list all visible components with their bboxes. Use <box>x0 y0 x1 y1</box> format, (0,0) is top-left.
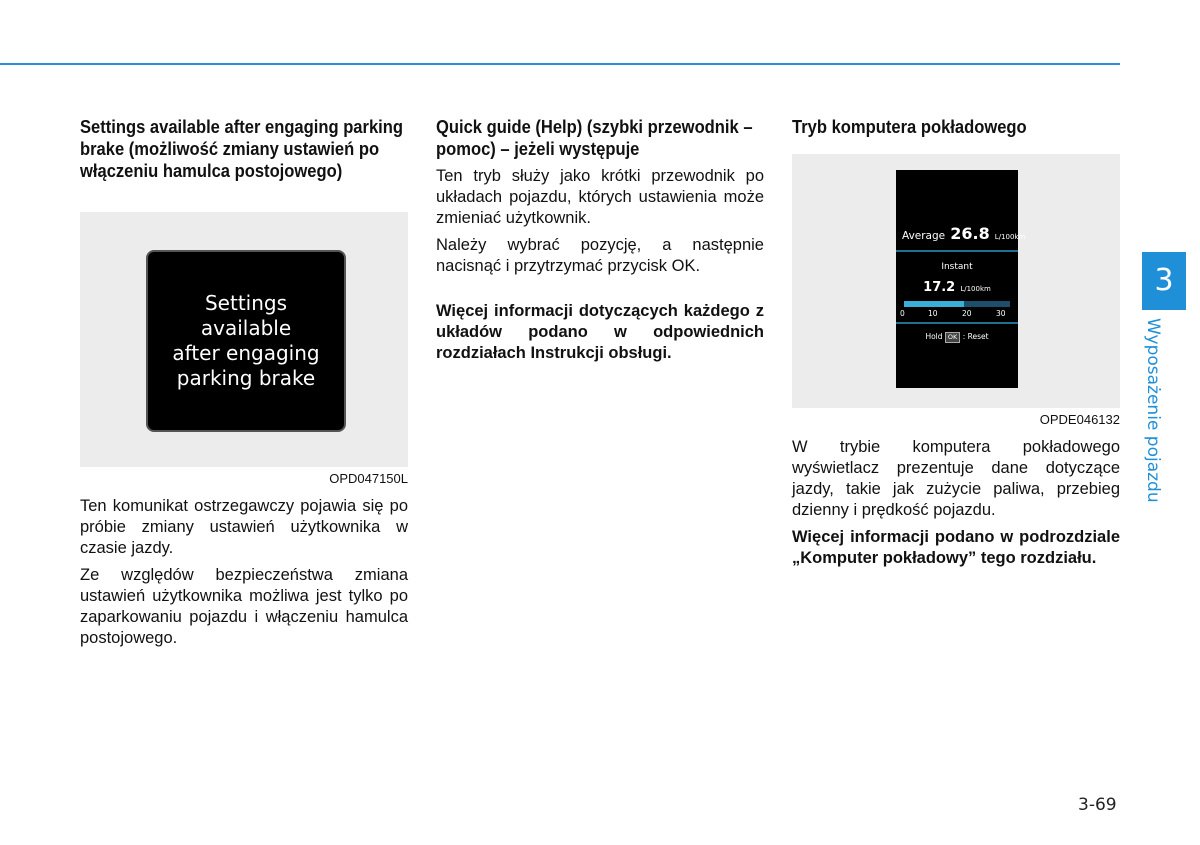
consumption-bar <box>904 301 1010 307</box>
chapter-tab: 3 <box>1142 252 1186 310</box>
instant-readout <box>896 276 1018 295</box>
section-title: Quick guide (Help) (szybki przewodnik – pomoc) – jeżeli występuje <box>436 117 753 159</box>
bar-scale <box>900 309 1014 319</box>
instant-value: 17.2 <box>923 280 956 295</box>
cluster-display <box>146 250 346 432</box>
page-number: 3-69 <box>1078 795 1117 815</box>
average-label: Average <box>902 230 946 242</box>
chapter-label: Wyposażenie pojazdu <box>1143 318 1163 503</box>
average-unit: L/100km <box>994 233 1026 241</box>
ok-key: OK <box>945 332 960 343</box>
scale-tick: 20 <box>962 309 972 318</box>
scale-tick: 0 <box>900 309 905 318</box>
figure-settings-warning <box>80 212 408 467</box>
section-title: Settings available after engaging parking brake (możliwość zmiany ustawień po włączeniu hamulca postojowego) <box>80 117 404 181</box>
note: Więcej informacji dotyczących każdego z układów podano w odpowiednich rozdziałach Instrukcji obsługi. <box>436 302 764 362</box>
paragraph: Ze względów bezpieczeństwa zmiana ustawień użytkownika możliwa jest tylko po zaparkowaniu pojazdu i włączeniu hamulca postojowego. <box>80 566 408 647</box>
paragraph: Ten tryb służy jako krótki przewodnik po układach pojazdu, których ustawienia może zmieniać użytkownik. <box>436 167 764 227</box>
hold-action: : Reset <box>962 332 989 341</box>
column-settings-parking-brake <box>80 116 408 655</box>
scale-tick: 30 <box>996 309 1006 318</box>
column-quick-guide <box>436 116 764 370</box>
instant-label: Instant <box>941 262 973 272</box>
header-rule <box>0 63 1120 65</box>
figure-trip-computer <box>792 154 1120 408</box>
note: Więcej informacji podano w podrozdziale „Komputer pokładowy” tego rozdziału. <box>792 528 1120 567</box>
display-line: parking brake <box>176 366 316 390</box>
column-trip-computer <box>792 116 1120 575</box>
figure-code: OPD047150L <box>329 471 408 486</box>
divider <box>896 250 1018 252</box>
average-value: 26.8 <box>950 224 990 243</box>
paragraph: Należy wybrać pozycję, a następnie nacisnąć i przytrzymać przycisk OK. <box>436 236 764 275</box>
section-title: Tryb komputera pokładowego <box>792 117 1027 137</box>
instant-unit: L/100km <box>960 285 991 293</box>
display-line: after engaging <box>172 341 320 365</box>
display-line: Settings <box>204 291 288 315</box>
consumption-bar-fill <box>904 301 964 307</box>
paragraph: Ten komunikat ostrzegawczy pojawia się po próbie zmiany ustawień użytkownika w czasie jazdy. <box>80 497 408 557</box>
average-readout <box>902 224 1025 243</box>
hold-reset-hint <box>896 332 1018 343</box>
display-line: available <box>200 316 292 340</box>
paragraph: W trybie komputera pokładowego wyświetlacz prezentuje dane dotyczące jazdy, takie jak zużycie paliwa, przebieg dzienny i prędkość pojazdu. <box>792 438 1120 519</box>
hold-label: Hold <box>925 332 943 341</box>
scale-tick: 10 <box>928 309 938 318</box>
figure-code: OPDE046132 <box>1039 412 1120 427</box>
cluster-display <box>896 170 1026 388</box>
divider <box>896 322 1018 324</box>
